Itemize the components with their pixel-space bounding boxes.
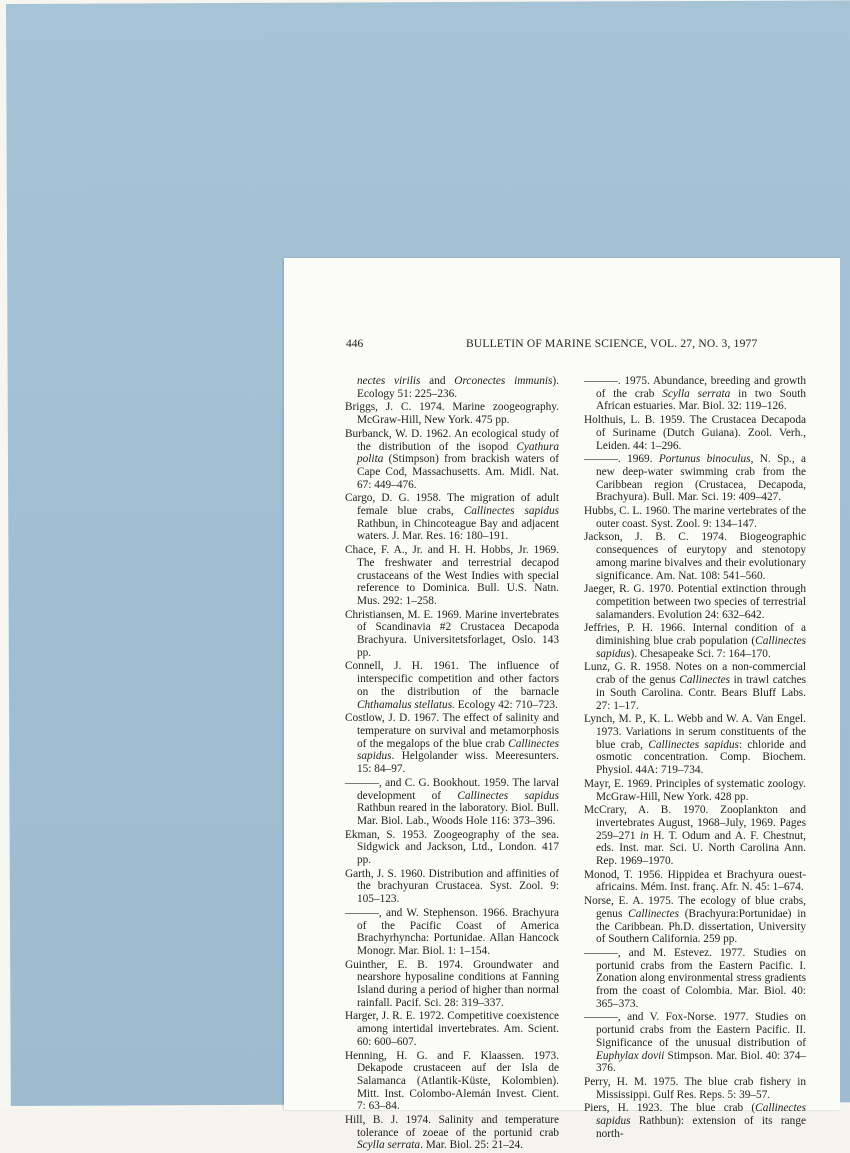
reference-entry [584, 583, 806, 621]
italic-text: Callinectes sapidus [457, 789, 559, 802]
italic-text: Callinectes [628, 907, 679, 920]
reference-entry [345, 492, 559, 543]
reference-entry [584, 1011, 806, 1075]
reference-text: Hill, B. J. 1974. Salinity and temperature tolerance of zoeae of the portunid crab [345, 1114, 559, 1139]
reference-text: Jaeger, R. G. 1970. Potential extinction through competition between two species of terrestrial salamanders. Evolution 24: 632–642. [584, 583, 806, 621]
journal-page [284, 258, 840, 1152]
reference-entry [584, 661, 806, 712]
italic-text: Portunus binoculus [658, 453, 751, 466]
reference-entry [345, 1050, 559, 1114]
reference-text: in trawl catches in South Carolina. Contr. Bears Bluff Labs. 27: 1–17. [596, 674, 806, 712]
italic-text: Callinectes sapidus [596, 1102, 806, 1128]
reference-entry [584, 622, 806, 660]
reference-text: Monod, T. 1956. Hippidea et Brachyura ouest-africains. Mém. Inst. franç. Afr. N. 45: 1–674. [584, 868, 806, 894]
italic-text: in [640, 829, 649, 842]
reference-text: Lunz, G. R. 1958. Notes on a non-commercial crab of the genus [584, 661, 806, 687]
reference-entry [345, 777, 559, 828]
reference-entry [345, 712, 559, 776]
reference-text: Garth, J. S. 1960. Distribution and affinities of the brachyuran Crustacea. Syst. Zool. 9: 105–123. [345, 867, 559, 906]
references-left-column [345, 375, 559, 1153]
reference-text: Guinther, E. B. 1974. Groundwater and nearshore hyposaline conditions at Fanning Island during a period of higher than normal rainfall. Pacif. Sci. 28: 319–337. [345, 958, 559, 1009]
reference-entry [584, 1102, 806, 1140]
reference-text: Perry, H. M. 1975. The blue crab fishery in Mississippi. Gulf Res. Reps. 5: 39–57. [584, 1075, 806, 1101]
reference-text: Norse, E. A. 1975. The ecology of blue crabs, genus [584, 895, 806, 920]
italic-text: Callinectes sapidus [357, 737, 559, 763]
reference-entry [584, 804, 806, 868]
reference-text: ). Chesapeake Sci. 7: 164–170. [630, 647, 771, 660]
reference-text: McCrary, A. B. 1970. Zooplankton and invertebrates August, 1968–July, 1969. Pages 259–271 [584, 804, 806, 842]
italic-text: Callinectes sapidus [596, 635, 806, 660]
reference-text: ———, and V. Fox-Norse. 1977. Studies on portunid crabs from the Eastern Pacific. II. Significance of the unusual distribution of [584, 1011, 806, 1049]
reference-entry [345, 1010, 559, 1048]
reference-entry [584, 947, 806, 1011]
italic-text: Cyathura polita [357, 440, 559, 466]
reference-text: Hubbs, C. L. 1960. The marine vertebrates of the outer coast. Syst. Zool. 9: 134–147. [584, 505, 806, 530]
reference-text: Stimpson. Mar. Biol. 40: 374–376. [596, 1049, 806, 1075]
reference-entry [345, 907, 559, 958]
reference-text: ———. 1969. [584, 453, 659, 466]
reference-text: Cargo, D. G. 1958. The migration of adult female blue crabs, [345, 492, 559, 518]
italic-text: Callinectes sapidus [648, 738, 739, 751]
italic-text: Callinectes [679, 674, 731, 687]
reference-text: Costlow, J. D. 1967. The effect of salinity and temperature on survival and metamorphosis of the megalops of the blue crab [345, 712, 559, 750]
reference-entry [584, 531, 806, 582]
italic-text: nectes virilis [357, 375, 421, 387]
reference-text: (Stimpson) from brackish waters of Cape Cod, Massachusetts. Am. Midl. Nat. 67: 449–476. [357, 453, 559, 491]
reference-text: ———. 1975. Abundance, breeding and growth of the crab [584, 375, 806, 400]
reference-entry [345, 401, 559, 426]
reference-text: Christiansen, M. E. 1969. Marine invertebrates of Scandinavia #2 Crustacea Decapoda Brachyura. Universitetsforlaget, Oslo. 143 pp. [345, 608, 559, 659]
italic-text: Scylla serrata [662, 387, 731, 400]
page-header [284, 338, 840, 358]
reference-text: ———, and M. Estevez. 1977. Studies on portunid crabs from the Eastern Pacific. I. Zonation along environmental stress gradients from the coast of Colombia. Mar. Biol. 40: 365–373. [584, 946, 806, 1010]
italic-text: Euphylax dovii [596, 1049, 665, 1062]
reference-entry [584, 453, 806, 504]
page-number: 446 [346, 338, 364, 350]
reference-text: Henning, H. G. and F. Klaassen. 1973. Dekapode crustaceen auf der Isla de Salamanca (Atlantik-Küste, Kolombien). Mitt. Inst. Colombo-Alemán Invest. Cient. 7: 63–84. [345, 1049, 559, 1113]
reference-text: and [420, 375, 455, 387]
reference-text: Chace, F. A., Jr. and H. H. Hobbs, Jr. 1969. The freshwater and terrestrial decapod crustaceans of the West Indies with special reference to Dominica. Bull. U.S. Natn. Mus. 292: 1–258. [345, 544, 559, 607]
reference-text: ———, and W. Stephenson. 1966. Brachyura of the Pacific Coast of America Brachyrhyncha: Portunidae. Allan Hancock Monogr. Mar. Biol. 1: 1–154. [345, 906, 559, 957]
reference-text: : chloride and osmotic concentration. Comp. Biochem. Physiol. 44A: 719–734. [596, 738, 806, 777]
reference-text: H. T. Odum and A. F. Chestnut, eds. Inst. mar. Sci. U. North Carolina Ann. Rep. 1969–1970. [596, 829, 806, 868]
reference-text: Briggs, J. C. 1974. Marine zoogeography. McGraw-Hill, New York. 475 pp. [345, 401, 559, 427]
reference-text: Piers, H. 1923. The blue crab ( [584, 1102, 756, 1115]
reference-entry [345, 868, 559, 906]
reference-entry [345, 428, 559, 492]
reference-entry [584, 505, 806, 530]
reference-text: Rathbun reared in the laboratory. Biol. Bull. Mar. Biol. Lab., Woods Hole 116: 373–396. [357, 802, 559, 827]
references-right-column [584, 375, 806, 1141]
italic-text: Scylla serrata [357, 1139, 421, 1152]
reference-entry [345, 544, 559, 608]
reference-text: , N. Sp., a new deep-water swimming crab from the Caribbean region (Crustacea, Decapoda, Brachyura). Bull. Mar. Sci. 19: 409–427. [596, 453, 807, 504]
reference-text: Connell, J. H. 1961. The influence of interspecific competition and other factors on the distribution of the barnacle [345, 660, 559, 698]
reference-text: Jeffries, P. H. 1966. Internal condition of a diminishing blue crab population ( [584, 622, 806, 648]
reference-entry [584, 414, 806, 452]
reference-entry [584, 869, 806, 894]
reference-entry [345, 1114, 559, 1152]
reference-entry [345, 609, 559, 660]
reference-text: Rathbun): extension of its range north- [596, 1115, 806, 1140]
reference-text: Rathbun, in Chincoteague Bay and adjacent waters. J. Mar. Res. 16: 180–191. [357, 517, 559, 543]
reference-text: . Mar. Biol. 25: 21–24. [420, 1139, 524, 1152]
reference-entry [584, 778, 806, 803]
reference-entry [584, 375, 806, 413]
italic-text: Callinectes sapidus [463, 505, 559, 518]
reference-entry [345, 959, 559, 1010]
reference-text: Burbanck, W. D. 1962. An ecological study of the distribution of the isopod [345, 427, 559, 453]
reference-text: Mayr, E. 1969. Principles of systematic zoology. McGraw-Hill, New York. 428 pp. [584, 777, 806, 803]
reference-text: Holthuis, L. B. 1959. The Crustacea Decapoda of Suriname (Dutch Guiana). Zool. Verh., Leiden. 44: 1–296. [584, 414, 806, 452]
reference-text: ). Ecology 51: 225–236. [357, 375, 559, 400]
reference-entry [584, 1076, 806, 1101]
reference-text: Jackson, J. B. C. 1974. Biogeographic consequences of eurytopy and stenotopy among marine bivalves and their evolutionary significance. Am. Nat. 108: 541–560. [584, 531, 806, 582]
reference-text: . Helgolander wiss. Meeresunters. 15: 84–97. [357, 750, 559, 776]
reference-text: Harger, J. R. E. 1972. Competitive coexistence among intertidal invertebrates. Am. Scient. 60: 600–607. [345, 1010, 559, 1048]
italic-text: Chthamalus stellatus. [357, 698, 455, 711]
reference-entry [584, 713, 806, 777]
reference-entry [345, 375, 559, 400]
reference-entry [345, 660, 559, 711]
running-head: BULLETIN OF MARINE SCIENCE, VOL. 27, NO. 3, 1977 [466, 338, 758, 350]
reference-entry [345, 829, 559, 867]
reference-text: ———, and C. G. Bookhout. 1959. The larval development of [345, 776, 559, 802]
reference-text: Ekman, S. 1953. Zoogeography of the sea. Sidgwick and Jackson, Ltd., London. 417 pp. [345, 828, 559, 867]
reference-text: Lynch, M. P., K. L. Webb and W. A. Van Engel. 1973. Variations in serum constituents of the blue crab, [584, 713, 806, 751]
italic-text: Orconectes immunis [454, 375, 553, 387]
reference-text: (Brachyura:Portunidae) in the Caribbean. Ph.D. dissertation, University of Southern California. 259 pp. [596, 907, 806, 946]
reference-entry [584, 895, 806, 946]
reference-text: Ecology 42: 710–723. [454, 698, 558, 711]
reference-text: in two South African estuaries. Mar. Biol. 32: 119–126. [596, 387, 806, 413]
